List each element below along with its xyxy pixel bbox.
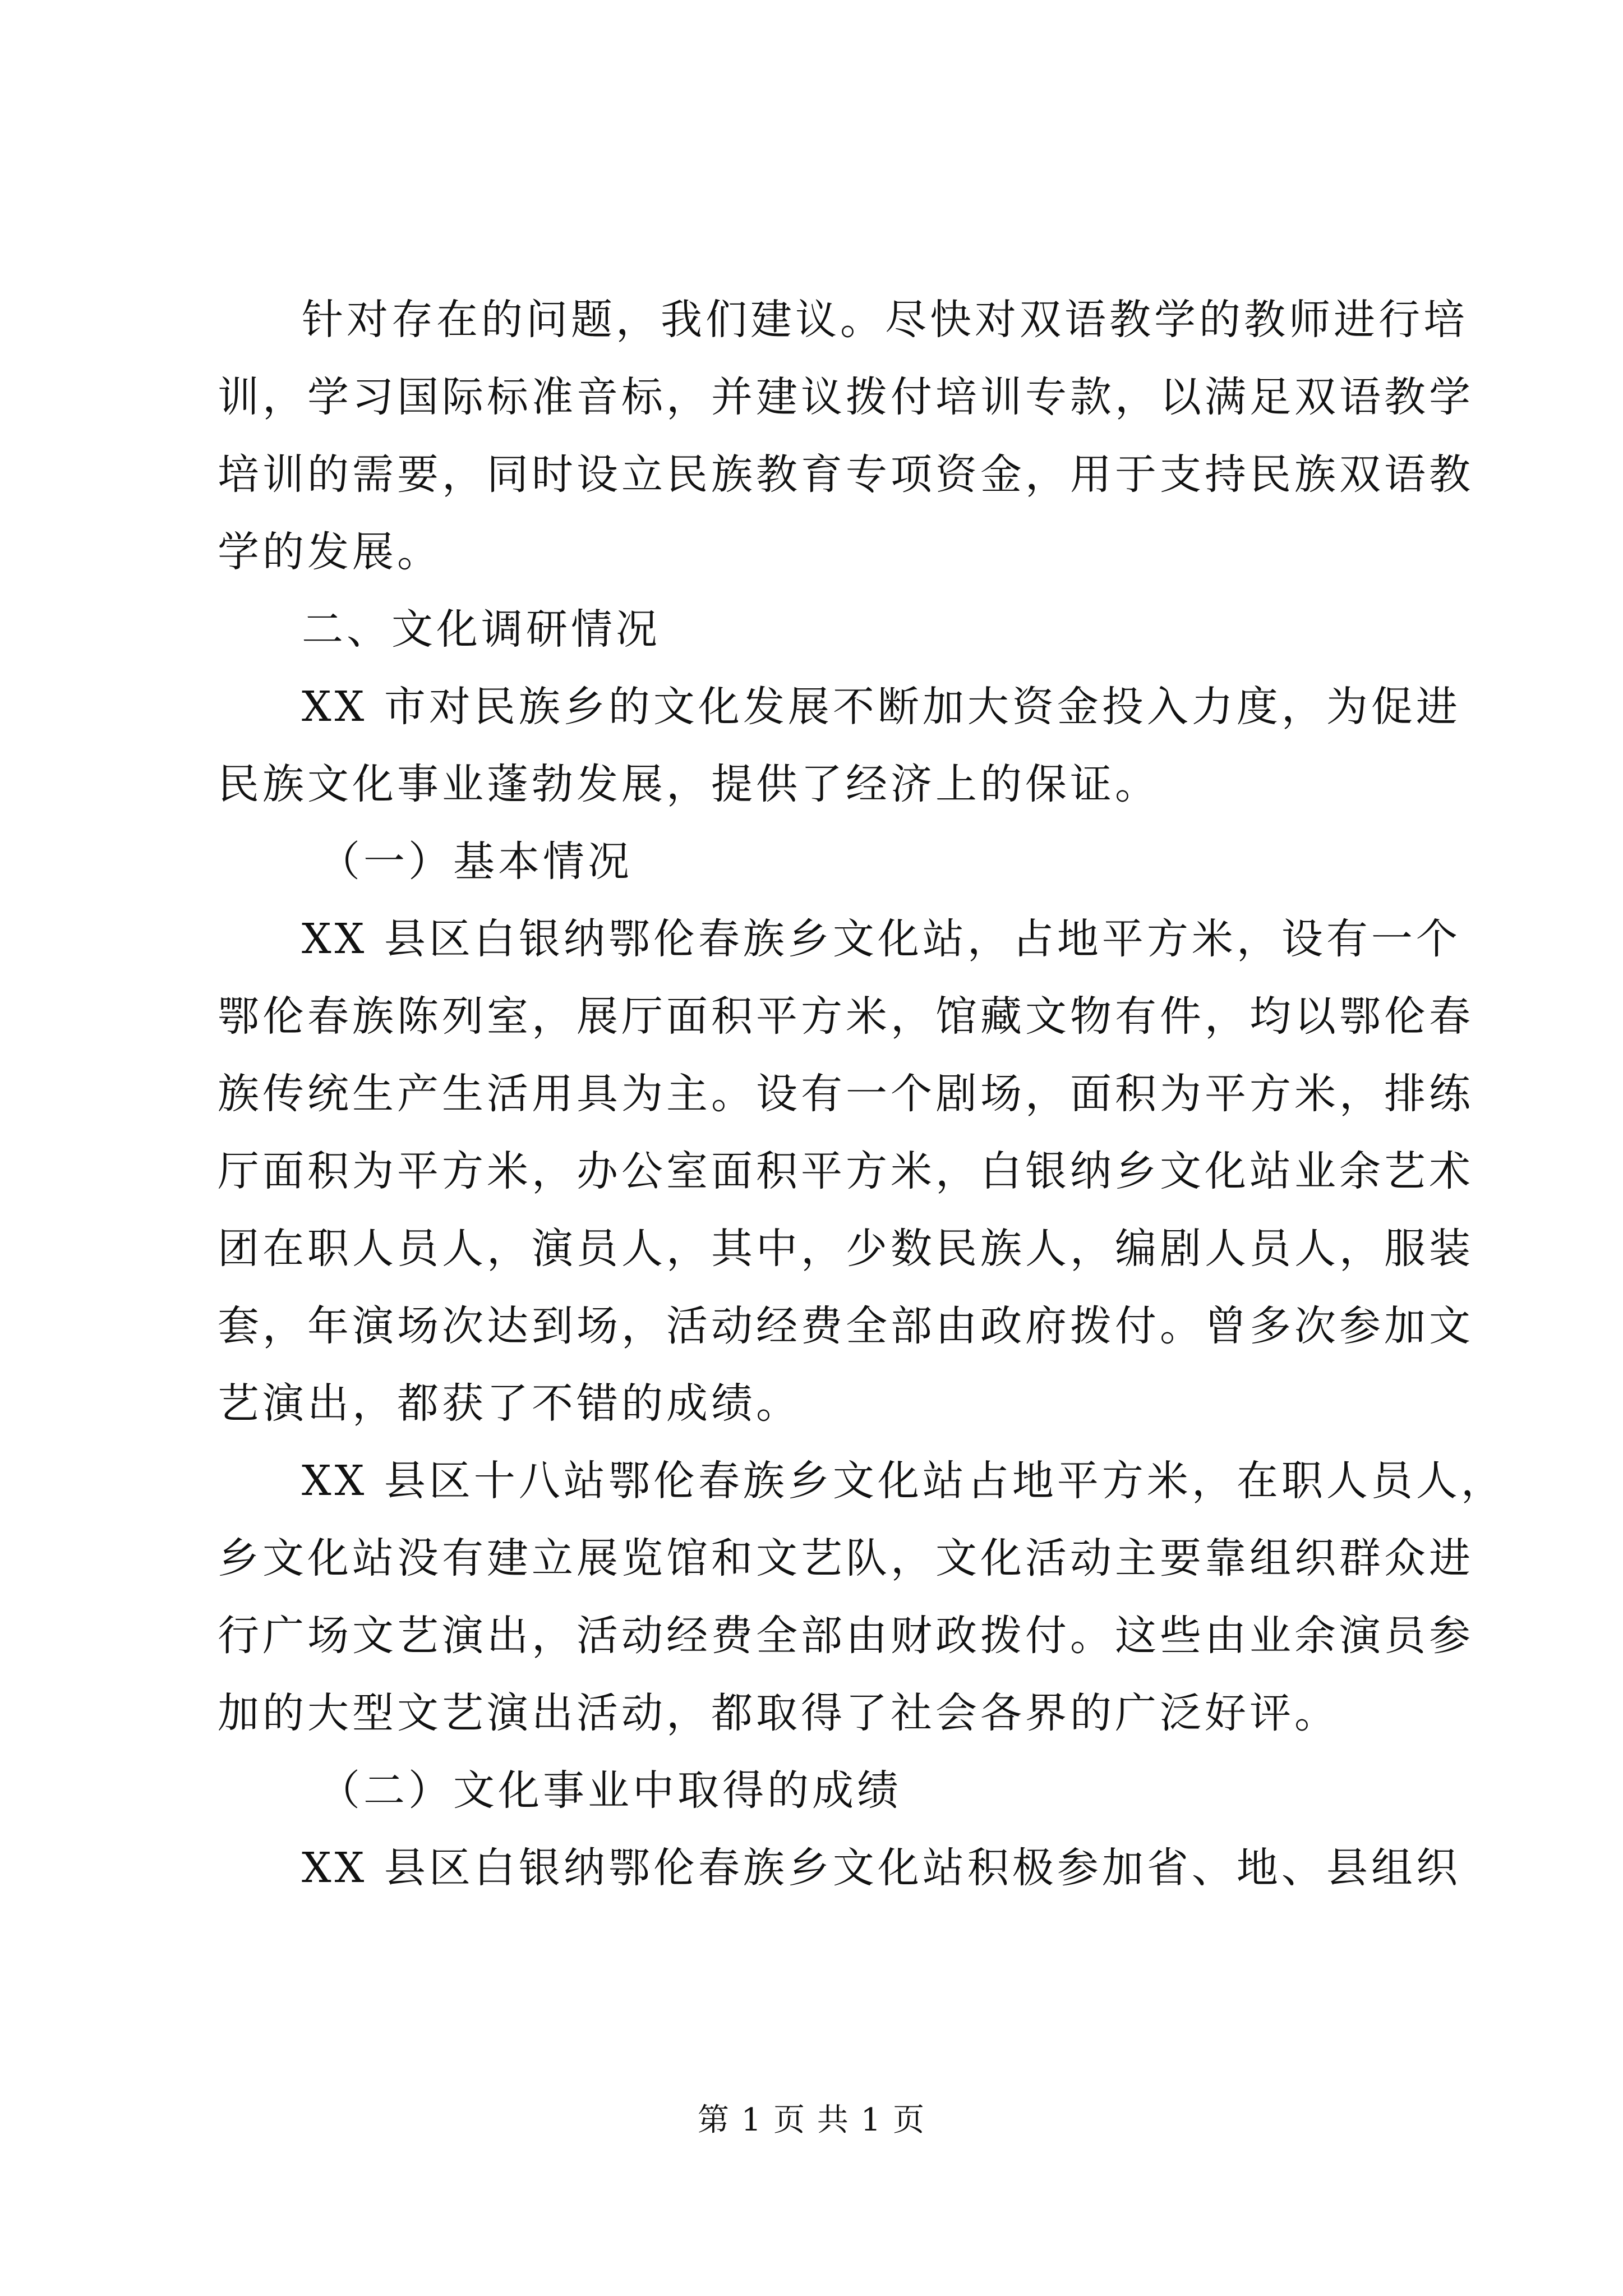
paragraph-line: 学的发展。 [218,528,442,576]
subsection-heading: （二）文化事业中取得的成绩 [319,1766,902,1815]
paragraph-line: 乡文化站没有建立展览馆和文艺队，文化活动主要靠组织群众进 [218,1534,1474,1582]
paragraph-line: 针对存在的问题，我们建议。尽快对双语教学的教师进行培 [302,296,1468,344]
paragraph-line: 训，学习国际标准音标，并建议拨付培训专款，以满足双语教学 [218,373,1474,421]
paragraph-line: XX 市对民族乡的文化发展不断加大资金投入力度，为促进 [302,683,1461,731]
paragraph-line: 套，年演场次达到场，活动经费全部由政府拨付。曾多次参加文 [218,1302,1474,1350]
subsection-heading: （一）基本情况 [319,838,633,886]
section-heading: 二、文化调研情况 [302,605,661,654]
paragraph-line: 厅面积为平方米，办公室面积平方米，白银纳乡文化站业余艺术 [218,1147,1474,1195]
paragraph-line: XX 县区白银纳鄂伦春族乡文化站，占地平方米，设有一个 [302,915,1461,963]
page-footer: 第 1 页 共 1 页 [697,2102,926,2138]
paragraph-line: 团在职人员人，演员人，其中，少数民族人，编剧人员人，服装 [218,1225,1474,1273]
paragraph-line: 族传统生产生活用具为主。设有一个剧场，面积为平方米，排练 [218,1070,1474,1118]
paragraph-line: 行广场文艺演出，活动经费全部由财政拨付。这些由业余演员参 [218,1612,1474,1660]
paragraph-line: XX 县区十八站鄂伦春族乡文化站占地平方米，在职人员人， [302,1457,1506,1505]
paragraph-line: 培训的需要，同时设立民族教育专项资金，用于支持民族双语教 [218,450,1474,499]
paragraph-line: 民族文化事业蓬勃发展，提供了经济上的保证。 [218,760,1160,808]
paragraph-line: XX 县区白银纳鄂伦春族乡文化站积极参加省、地、县组织 [302,1844,1461,1892]
paragraph-line: 鄂伦春族陈列室，展厅面积平方米，馆藏文物有件，均以鄂伦春 [218,992,1474,1041]
paragraph-line: 加的大型文艺演出活动，都取得了社会各界的广泛好评。 [218,1689,1339,1737]
paragraph-line: 艺演出，都获了不错的成绩。 [218,1379,801,1428]
